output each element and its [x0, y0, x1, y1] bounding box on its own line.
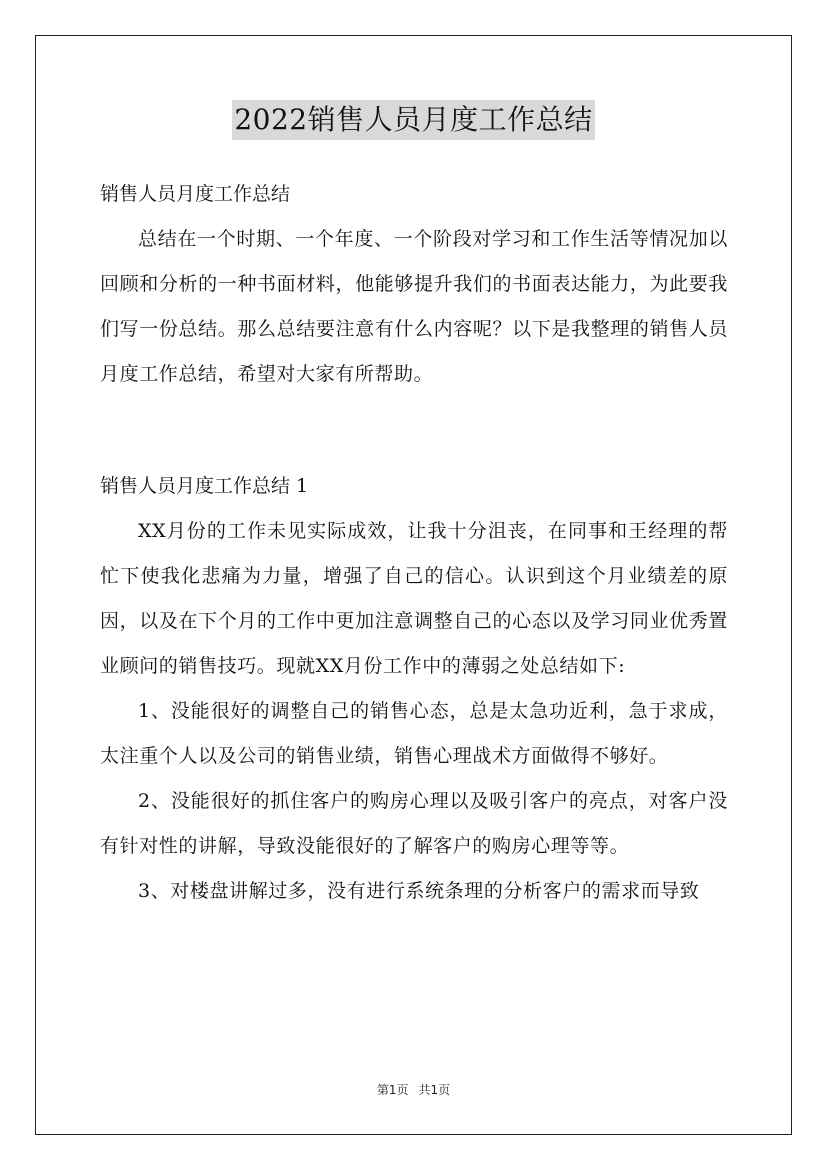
intro-heading: 销售人员月度工作总结: [100, 183, 291, 205]
intro-paragraph: 总结在一个时期、一个年度、一个阶段对学习和工作生活等情况加以回顾和分析的一种书面材料，他能够提升我们的书面表达能力，为此要我们写一份总结。那么总结要注意有什么内容呢？以下是我整理的销售人员月度工作总结，希望对大家有所帮助。: [100, 228, 728, 385]
page-number: 第1页: [376, 1083, 409, 1097]
paragraph-1: XX月份的工作未见实际成效，让我十分沮丧，在同事和王经理的帮忙下使我化悲痛为力量，增强了自己的信心。认识到这个月业绩差的原因，以及在下个月的工作中更加注意调整自己的心态以及学习同业优秀置业顾问的销售技巧。现就XX月份工作中的薄弱之处总结如下:: [100, 520, 728, 677]
page-total: 共1页: [418, 1083, 451, 1097]
document-title: 2022销售人员月度工作总结: [232, 100, 594, 140]
title-container: [0, 100, 827, 140]
section-spacer: [100, 397, 728, 464]
paragraph-2: 1、没能很好的调整自己的销售心态，总是太急功近利，急于求成，太注重个人以及公司的销售业绩，销售心理战术方面做得不够好。: [100, 700, 728, 767]
page-footer: [0, 1082, 827, 1098]
paragraph-3: 2、没能很好的抓住客户的购房心理以及吸引客户的亮点，对客户没有针对性的讲解，导致没能很好的了解客户的购房心理等等。: [100, 790, 728, 857]
document-body: [100, 172, 728, 914]
paragraph-4: 3、对楼盘讲解过多，没有进行系统条理的分析客户的需求而导致: [138, 880, 700, 902]
section-heading: 销售人员月度工作总结 1: [100, 475, 309, 497]
